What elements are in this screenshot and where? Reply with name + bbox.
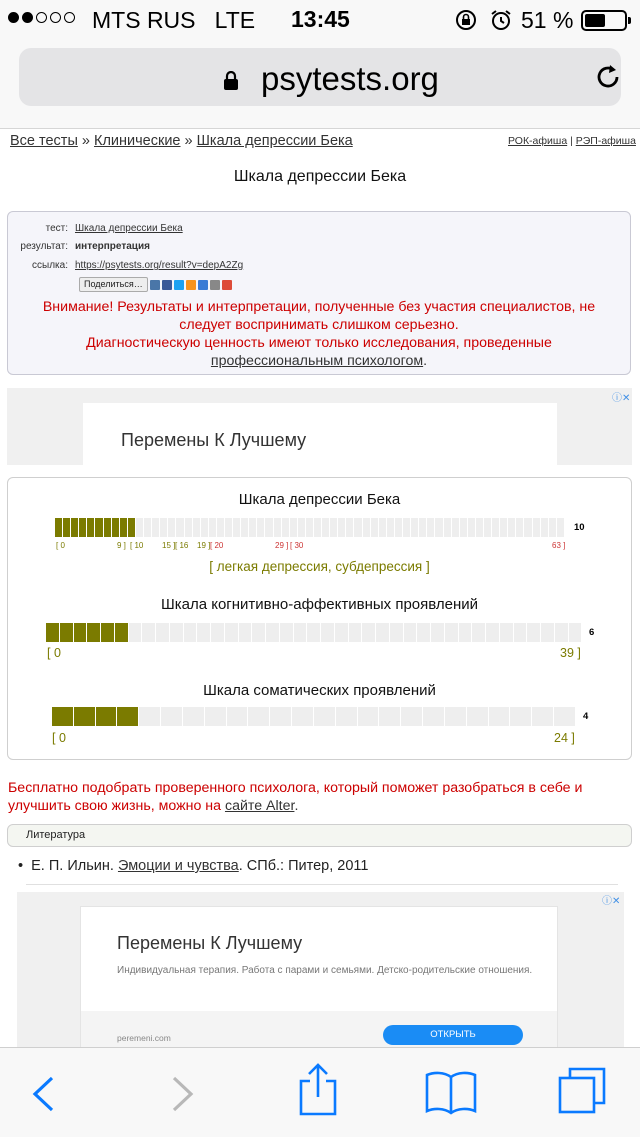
bar-cell	[376, 623, 390, 642]
rok-afisha-link[interactable]: РОК-афиша	[508, 135, 568, 147]
bar-cell	[349, 623, 363, 642]
bar-cell	[452, 518, 460, 537]
results-panel	[7, 477, 632, 760]
bar-cell	[270, 707, 292, 726]
bar-cell	[298, 518, 306, 537]
bar-cell	[569, 623, 583, 642]
share-bar	[79, 277, 232, 292]
bar-cell	[252, 623, 266, 642]
google-plus-icon[interactable]	[222, 280, 232, 290]
share-icon[interactable]	[296, 1063, 340, 1117]
share-button[interactable]: Поделиться…	[79, 277, 148, 292]
bar-cell	[201, 518, 209, 537]
warning-text: Внимание! Результаты и интерпретации, полученные без участия специалистов, не следует воспринимать слишком серьезно. Диагностическую ценность имеют только исследования, проведенные профессиональным психологом.	[42, 299, 596, 369]
bar-cell	[197, 623, 211, 642]
breadcrumb-clinical[interactable]: Клинические	[94, 133, 181, 149]
bar-cell	[459, 623, 473, 642]
result-value: интерпретация	[75, 241, 150, 252]
bar-cell	[390, 623, 404, 642]
bar-cell	[183, 707, 205, 726]
bar-cell	[55, 518, 63, 537]
bar-cell	[527, 623, 541, 642]
scale-score: 6	[589, 627, 595, 638]
bar-cell	[185, 518, 193, 537]
bar-cell	[445, 623, 459, 642]
advertisement[interactable]	[17, 892, 624, 1052]
bar-cell	[160, 518, 168, 537]
bar-cell	[152, 518, 160, 537]
bar-cell	[241, 518, 249, 537]
bar-cell	[168, 518, 176, 537]
bar-cell	[541, 623, 555, 642]
bar-cell	[211, 623, 225, 642]
bar-cell	[239, 623, 253, 642]
bar-cell	[205, 707, 227, 726]
bar-cell	[144, 518, 152, 537]
range-tick: 15 ]	[162, 541, 176, 550]
bar-cell	[363, 518, 371, 537]
literature-item: • Е. П. Ильин. Эмоции и чувства. СПб.: Питер, 2011	[18, 858, 369, 874]
bar-cell	[314, 518, 322, 537]
bar-cell	[115, 623, 129, 642]
scale-title: Шкала когнитивно-аффективных проявлений	[160, 596, 479, 613]
bar-cell	[128, 518, 136, 537]
ad-title[interactable]: Перемены К Лучшему	[117, 933, 303, 953]
bar-cell	[265, 518, 273, 537]
ad-domain: peremeni.com	[117, 1033, 171, 1043]
bar-cell	[500, 623, 514, 642]
bar-cell	[249, 518, 257, 537]
bar-cell	[184, 623, 198, 642]
book-link[interactable]: Эмоции и чувства	[117, 858, 239, 874]
bar-cell	[274, 518, 282, 537]
range-tick: 19 ]	[197, 541, 211, 550]
professional-psychologist-link[interactable]: профессиональным психологом	[210, 353, 424, 369]
bar-cell	[71, 518, 79, 537]
bar-cell	[404, 623, 418, 642]
test-link[interactable]: Шкала депрессии Бека	[75, 223, 183, 234]
scale-bar	[52, 707, 576, 726]
bar-cell	[417, 623, 431, 642]
tabs-icon[interactable]	[556, 1066, 608, 1116]
bar-cell	[161, 707, 183, 726]
bar-cell	[227, 707, 249, 726]
test-label: тест:	[45, 223, 68, 234]
bar-cell	[423, 707, 445, 726]
bar-cell	[60, 623, 74, 642]
ad-open-button[interactable]: ОТКРЫТЬ	[383, 1025, 523, 1045]
ad-description: Индивидуальная терапия. Работа с парами и семьями. Детско-родительские отношения.	[117, 965, 533, 976]
bar-cell	[335, 623, 349, 642]
bar-cell	[419, 518, 427, 537]
range-tick: 63 ]	[552, 541, 566, 550]
battery-percentage: 51 %	[521, 7, 574, 33]
vk-icon[interactable]	[150, 280, 160, 290]
link-label: ссылка:	[32, 260, 68, 271]
scale-score: 10	[574, 522, 585, 533]
bar-cell	[403, 518, 411, 537]
bar-cell	[401, 707, 423, 726]
bar-cell	[371, 518, 379, 537]
alarm-icon	[489, 8, 513, 32]
bar-cell	[176, 518, 184, 537]
bar-cell	[63, 518, 71, 537]
bar-cell	[346, 518, 354, 537]
range-tick: 9 ]	[117, 541, 126, 550]
top-links: РОК-афиша | РЭП-афиша	[508, 135, 636, 147]
range-tick: [ 20	[210, 541, 224, 550]
bar-cell	[142, 623, 156, 642]
browser-toolbar	[0, 1047, 640, 1137]
bar-cell	[514, 623, 528, 642]
scale-bar	[55, 518, 565, 537]
bar-cell	[112, 518, 120, 537]
bar-cell	[79, 518, 87, 537]
scale-score: 4	[583, 711, 589, 722]
signal-strength-icon	[8, 12, 75, 23]
bar-cell	[336, 707, 358, 726]
battery-icon	[581, 10, 627, 31]
range-tick: [ 0	[56, 541, 65, 550]
bar-cell	[307, 623, 321, 642]
ad-card[interactable]	[80, 906, 558, 1052]
bar-cell	[486, 623, 500, 642]
bar-cell	[533, 518, 541, 537]
range-tick: [ 10	[130, 541, 144, 550]
bar-cell	[516, 518, 524, 537]
bar-cell	[209, 518, 217, 537]
bar-cell	[444, 518, 452, 537]
bar-cell	[95, 518, 103, 537]
scale-bar	[46, 623, 582, 642]
bar-cell	[557, 518, 565, 537]
clock: 13:45	[291, 6, 350, 32]
ad-card[interactable]	[83, 403, 557, 465]
bar-cell	[156, 623, 170, 642]
ad-title[interactable]: Перемены К Лучшему	[121, 430, 307, 450]
ad-info-icon[interactable]: ⓘ✕	[612, 393, 631, 404]
bar-cell	[74, 623, 88, 642]
back-icon[interactable]	[30, 1075, 56, 1113]
bar-cell	[322, 518, 330, 537]
bar-cell	[549, 518, 557, 537]
range-tick: 29 ]	[275, 541, 289, 550]
bar-cell	[74, 707, 96, 726]
twitter-icon[interactable]	[174, 280, 184, 290]
reload-icon[interactable]	[593, 62, 623, 92]
breadcrumb-current[interactable]: Шкала депрессии Бека	[196, 133, 353, 149]
bar-cell	[46, 623, 60, 642]
scale-title: Шкала депрессии Бека	[238, 491, 401, 508]
bar-cell	[257, 518, 265, 537]
verdict-text: [ легкая депрессия, субдепрессия ]	[209, 559, 430, 574]
bar-cell	[554, 707, 576, 726]
bar-cell	[387, 518, 395, 537]
facebook-icon[interactable]	[162, 280, 172, 290]
bar-cell	[129, 623, 143, 642]
bar-cell	[87, 623, 101, 642]
browser-address-area	[0, 40, 640, 129]
rotation-lock-icon	[455, 9, 477, 31]
bar-cell	[136, 518, 144, 537]
lock-icon	[223, 71, 239, 91]
bar-cell	[306, 518, 314, 537]
bar-cell	[354, 518, 362, 537]
bar-cell	[314, 707, 336, 726]
bar-cell	[117, 707, 139, 726]
bar-cell	[321, 623, 335, 642]
bar-cell	[467, 707, 489, 726]
bar-cell	[248, 707, 270, 726]
bar-cell	[104, 518, 112, 537]
url-text: psytests.org	[261, 60, 439, 97]
mail-icon[interactable]	[198, 280, 208, 290]
bar-cell	[489, 707, 511, 726]
bar-cell	[427, 518, 435, 537]
bar-cell	[411, 518, 419, 537]
bar-cell	[266, 623, 280, 642]
status-bar	[0, 0, 640, 40]
bar-cell	[217, 518, 225, 537]
carrier-label: MTS RUS LTE	[92, 7, 256, 33]
rep-afisha-link[interactable]: РЭП-афиша	[575, 135, 636, 147]
range-max: 24 ]	[554, 731, 575, 745]
bar-cell	[468, 518, 476, 537]
breadcrumb-all-tests[interactable]: Все тесты	[10, 133, 78, 149]
bar-cell	[338, 518, 346, 537]
range-tick: [ 30	[290, 541, 304, 550]
alter-site-link[interactable]: сайте Alter	[224, 798, 295, 814]
odnoklassniki-icon[interactable]	[186, 280, 196, 290]
bar-cell	[395, 518, 403, 537]
bar-cell	[476, 518, 484, 537]
bar-cell	[541, 518, 549, 537]
bar-cell	[379, 518, 387, 537]
bar-cell	[96, 707, 118, 726]
bar-cell	[294, 623, 308, 642]
ad-info-icon[interactable]: ⓘ✕	[602, 896, 621, 907]
scale-title: Шкала соматических проявлений	[203, 682, 436, 699]
result-url-link[interactable]: https://psytests.org/result?v=depA2Zg	[75, 260, 244, 271]
bar-cell	[492, 518, 500, 537]
bar-cell	[362, 623, 376, 642]
breadcrumb: Все тесты » Клинические » Шкала депрессии Бека	[10, 133, 353, 149]
bar-cell	[282, 518, 290, 537]
bar-cell	[510, 707, 532, 726]
bar-cell	[87, 518, 95, 537]
bar-cell	[445, 707, 467, 726]
forward-icon[interactable]	[170, 1075, 196, 1113]
bookmarks-icon[interactable]	[424, 1069, 478, 1115]
psychologist-promo: Бесплатно подобрать проверенного психолога, который поможет разобраться в себе и улучшить свою жизнь, можно на сайте Alter.	[8, 780, 583, 814]
advertisement[interactable]	[7, 388, 632, 465]
result-label: результат:	[20, 241, 68, 252]
bar-cell	[139, 707, 161, 726]
link-icon[interactable]	[210, 280, 220, 290]
bar-cell	[120, 518, 128, 537]
range-tick: [ 16	[175, 541, 189, 550]
bar-cell	[290, 518, 298, 537]
bar-cell	[379, 707, 401, 726]
literature-heading: Литература	[7, 824, 632, 847]
bar-cell	[524, 518, 532, 537]
bar-cell	[358, 707, 380, 726]
page-title: Шкала депрессии Бека	[233, 168, 407, 185]
bar-cell	[52, 707, 74, 726]
result-info-box	[7, 211, 631, 375]
bar-cell	[431, 623, 445, 642]
bar-cell	[170, 623, 184, 642]
bar-cell	[555, 623, 569, 642]
bar-cell	[532, 707, 554, 726]
divider	[26, 884, 618, 885]
bar-cell	[101, 623, 115, 642]
range-min: [ 0	[52, 731, 66, 745]
bar-cell	[460, 518, 468, 537]
bar-cell	[435, 518, 443, 537]
bar-cell	[193, 518, 201, 537]
bar-cell	[500, 518, 508, 537]
bar-cell	[472, 623, 486, 642]
range-min: [ 0	[47, 646, 61, 660]
bar-cell	[330, 518, 338, 537]
bar-cell	[225, 623, 239, 642]
bar-cell	[233, 518, 241, 537]
range-max: 39 ]	[560, 646, 581, 660]
bar-cell	[280, 623, 294, 642]
bar-cell	[292, 707, 314, 726]
bar-cell	[508, 518, 516, 537]
address-bar[interactable]	[19, 48, 621, 106]
bar-cell	[225, 518, 233, 537]
bar-cell	[484, 518, 492, 537]
